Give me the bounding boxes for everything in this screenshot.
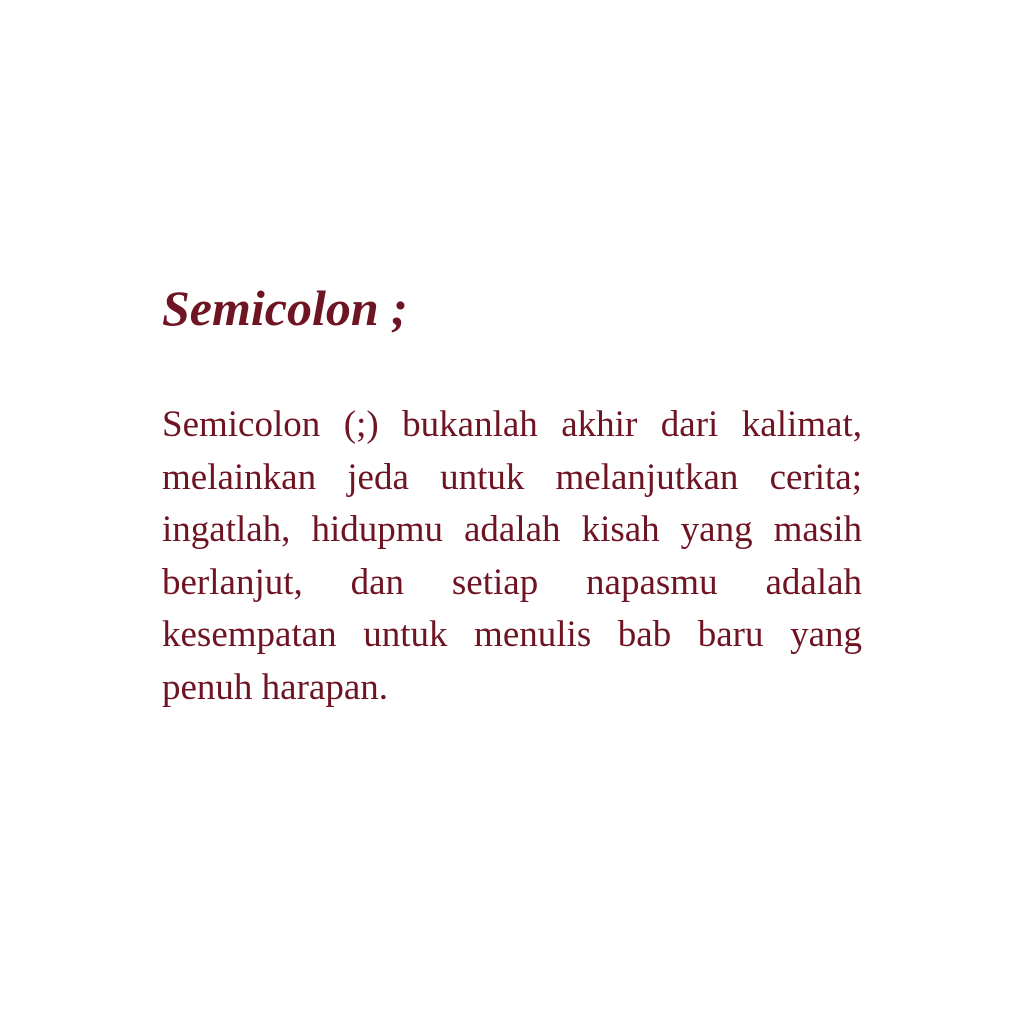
quote-card (162, 272, 862, 714)
quote-title: Semicolon ; (162, 280, 408, 336)
quote-body: Semicolon (;) bukanlah akhir dari kalimat, melainkan jeda untuk melanjutkan cerita; ingatlah, hidupmu adalah kisah yang masih berlanjut, dan setiap napasmu adalah kesempatan untuk menulis bab baru yang penuh harapan. (162, 404, 862, 708)
